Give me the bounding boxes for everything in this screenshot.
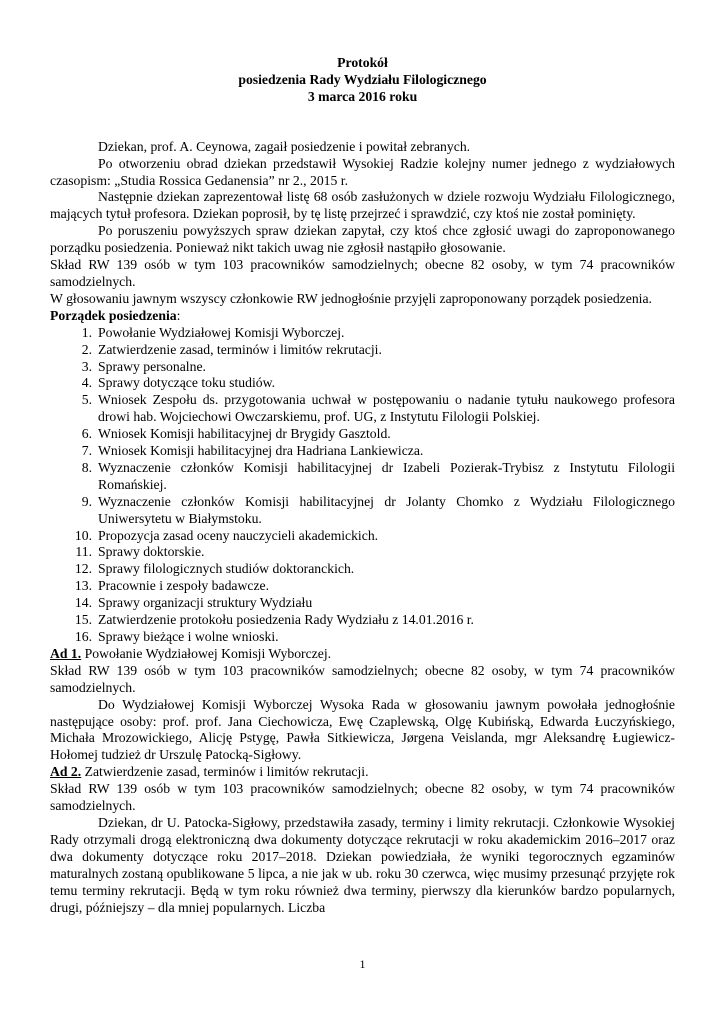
agenda-item-text: Sprawy dotyczące toku studiów.	[98, 375, 276, 391]
agenda-item-number: 4.	[81, 375, 92, 391]
quorum-paragraph: Skład RW 139 osób w tym 103 pracowników samodzielnych; obecne 82 osoby, w tym 74 pracowników samodzielnych.	[50, 257, 675, 289]
vote-paragraph: W głosowaniu jawnym wszyscy członkowie RW jednogłośnie przyjęli zaproponowany porządek posiedzenia.	[50, 290, 652, 306]
ad1-label: Ad 1.	[50, 645, 82, 661]
agenda-item	[50, 578, 675, 595]
agenda-item-text: Wyznaczenie członków Komisji habilitacyjnej dr Izabeli Pozierak-Trybisz z Instytutu Filologii Romańskiej.	[98, 459, 675, 492]
agenda-item	[50, 443, 675, 460]
agenda-item-text: Sprawy bieżące i wolne wnioski.	[98, 629, 279, 644]
intro-paragraph: Następnie dziekan zaprezentował listę 68 osób zasłużonych w dziele rozwoju Wydziału Filologicznego, mających tytuł profesora. Dziekan poprosił, by tę listę przejrzeć i sprawdzić, czy ktoś nie został pominięty.	[50, 189, 675, 222]
agenda-item-text: Sprawy filologicznych studiów doktoranckich.	[98, 561, 355, 577]
ad2-text: Dziekan, dr U. Patocka-Sigłowy, przedstawiła zasady, terminy i limity rekrutacji. Członkowie Wysokiej Rady otrzymali drogą elektroniczną dwa dokumenty dotyczące rekrutacji w roku akademickim 2016–2017 oraz dwa dokumenty dotyczące roku 2017–2018. Dziekan powiedziała, że wyniki tegorocznych egzaminów maturalnych zostaną opublikowane 5 lipca, a nie jak w ub. roku 30 czerwca, więc musimy przesunąć przyjęte rok temu terminy rekrutacji. Będą w tym roku również dwa terminy, pierwszy dla kierunków bardzo popularnych, drugi, późniejszy – dla mniej popularnych. Liczba	[50, 814, 675, 915]
title-line-date: 3 marca 2016 roku	[307, 88, 418, 104]
ad1-title: Powołanie Wydziałowej Komisji Wyborczej.	[81, 645, 332, 661]
ad2-heading	[50, 764, 675, 781]
ad1-heading	[50, 646, 675, 663]
agenda-item-text: Sprawy personalne.	[98, 358, 206, 374]
ad2-title: Zatwierdzenie zasad, terminów i limitów rekrutacji.	[81, 764, 369, 780]
agenda-item-text: Wniosek Zespołu ds. przygotowania uchwał w postępowaniu o nadanie tytułu naukowego profesora drowi hab. Wojciechowi Owczarskiemu, prof. UG, z Instytutu Filologii Polskiej.	[98, 392, 675, 425]
document-title	[50, 55, 675, 106]
agenda-item-number: 10.	[74, 527, 92, 543]
agenda-item	[50, 460, 675, 494]
agenda-item-number: 13.	[74, 578, 92, 594]
agenda-item-number: 7.	[81, 443, 92, 459]
agenda-item-number: 1.	[81, 324, 92, 340]
ad1-text: Do Wydziałowej Komisji Wyborczej Wysoka Rada w głosowaniu jawnym powołała jednogłośnie następujące osoby: prof. prof. Jana Ciechowicza, Ewę Czaplewską, Olgę Kubińską, Edwarda Łuczyńskiego, Michała Mrozowickiego, Alicję Pstygę, Pawła Sitkiewicza, Jørgena Veislanda, mgr Aleksandrę Ługiewicz-Hołomej tudzież dr Urszulę Patocką-Sigłowy.	[50, 696, 675, 763]
agenda-heading-text: Porządek posiedzenia	[50, 307, 177, 323]
agenda-item	[50, 325, 675, 342]
agenda-item	[50, 612, 675, 629]
agenda-item	[50, 392, 675, 426]
agenda-item	[50, 375, 675, 392]
agenda-item	[50, 595, 675, 612]
agenda-item-number: 3.	[81, 358, 92, 374]
agenda-item-text: Propozycja zasad oceny nauczycieli akademickich.	[98, 527, 379, 543]
agenda-item	[50, 561, 675, 578]
agenda-list	[50, 325, 675, 646]
intro-paragraph: Dziekan, prof. A. Ceynowa, zagaił posiedzenie i powitał zebranych.	[98, 138, 471, 154]
agenda-item-number: 14.	[74, 595, 92, 611]
ad1-quorum: Skład RW 139 osób w tym 103 pracowników samodzielnych; obecne 82 osoby, w tym 74 pracowników samodzielnych.	[50, 662, 675, 695]
agenda-item-text: Zatwierdzenie protokołu posiedzenia Rady Wydziału z 14.01.2016 r.	[98, 612, 474, 628]
title-line-protocol: Protokół	[337, 55, 388, 70]
agenda-item-number: 6.	[81, 426, 92, 442]
intro-paragraph: Po poruszeniu powyższych spraw dziekan zapytał, czy ktoś chce zgłosić uwagi do zaproponowanego porządku posiedzenia. Ponieważ nikt takich uwag nie zgłosił nastąpiło głosowanie.	[50, 223, 675, 256]
intro-paragraph: Po otworzeniu obrad dziekan przedstawił Wysokiej Radzie kolejny numer jednego z wydziałowych czasopism: „Studia Rossica Gedanensia” nr 2., 2015 r.	[50, 155, 675, 188]
agenda-item-number: 16.	[74, 629, 92, 644]
agenda-item-text: Pracownie i zespoły badawcze.	[98, 578, 270, 594]
agenda-item	[50, 342, 675, 359]
agenda-item-number: 15.	[74, 612, 92, 628]
agenda-item	[50, 629, 675, 646]
agenda-item	[50, 426, 675, 443]
agenda-item-number: 12.	[74, 561, 92, 577]
agenda-item-text: Wniosek Komisji habilitacyjnej dr Brygidy Gasztold.	[98, 426, 391, 442]
agenda-item-text: Wyznaczenie członków Komisji habilitacyjnej dr Jolanty Chomko z Wydziału Filologicznego Uniwersytetu w Białymstoku.	[98, 493, 675, 526]
ad2-label: Ad 2.	[50, 764, 82, 780]
page-number: 1	[359, 957, 366, 971]
agenda-item-text: Wniosek Komisji habilitacyjnej dra Hadriana Lankiewicza.	[98, 443, 424, 459]
agenda-item-number: 8.	[81, 459, 92, 475]
document-page	[50, 55, 675, 916]
title-line-council: posiedzenia Rady Wydziału Filologicznego	[238, 71, 487, 87]
agenda-heading	[50, 308, 675, 325]
agenda-item-text: Sprawy organizacji struktury Wydziału	[98, 595, 313, 611]
agenda-item-number: 9.	[81, 493, 92, 509]
agenda-item-text: Sprawy doktorskie.	[98, 544, 205, 560]
agenda-item-number: 11.	[75, 544, 92, 560]
agenda-item	[50, 528, 675, 545]
agenda-item-number: 5.	[81, 392, 92, 408]
agenda-item-number: 2.	[81, 341, 92, 357]
agenda-heading-colon: :	[176, 307, 181, 323]
agenda-item	[50, 544, 675, 561]
agenda-item	[50, 494, 675, 528]
agenda-item-text: Zatwierdzenie zasad, terminów i limitów rekrutacji.	[98, 341, 382, 357]
agenda-item-text: Powołanie Wydziałowej Komisji Wyborczej.	[98, 324, 345, 340]
ad2-quorum: Skład RW 139 osób w tym 103 pracowników samodzielnych; obecne 82 osoby, w tym 74 pracowników samodzielnych.	[50, 781, 675, 814]
agenda-item	[50, 359, 675, 376]
